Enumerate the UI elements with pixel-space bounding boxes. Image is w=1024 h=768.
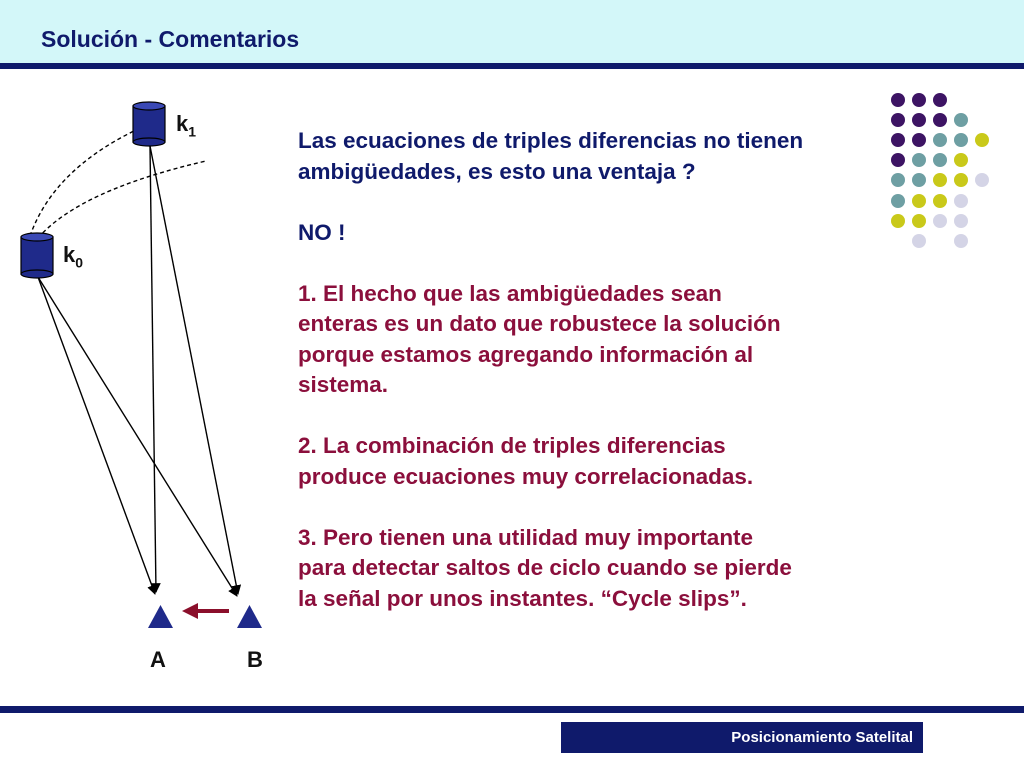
- arrow-left-icon: [182, 603, 229, 619]
- decor-dot: [954, 153, 968, 167]
- decorative-dot-grid: [891, 93, 989, 248]
- decor-dot: [912, 133, 926, 147]
- decor-dot: [933, 153, 947, 167]
- question-line-1: Las ecuaciones de triples diferencias no tienen: [298, 128, 804, 153]
- decor-dot: [912, 234, 926, 248]
- point2-line-2: produce ecuaciones muy correlacionadas.: [298, 463, 754, 489]
- point2-line-1: 2. La combinación de triples diferencias: [298, 433, 726, 458]
- decor-dot: [954, 194, 968, 208]
- decor-dot: [933, 133, 947, 147]
- decor-dot: [933, 173, 947, 187]
- decor-dot: [891, 93, 905, 107]
- decor-dot: [891, 173, 905, 187]
- decor-dot: [912, 153, 926, 167]
- decor-dot: [912, 214, 926, 228]
- point1-line-1: 1. El hecho que las ambigüedades sean: [298, 280, 722, 306]
- answer-line: NO !: [298, 219, 346, 245]
- decor-dot: [933, 194, 947, 208]
- decor-dot: [975, 133, 989, 147]
- decor-dot: [891, 153, 905, 167]
- decor-dot: [975, 173, 989, 187]
- decor-dot: [954, 113, 968, 127]
- question-line-2: ambigüedades, es esto una ventaja ?: [298, 158, 696, 184]
- slide-title: Solución - Comentarios: [41, 26, 300, 52]
- point1-line-3: porque estamos agregando información al: [298, 341, 754, 367]
- decor-dot: [954, 214, 968, 228]
- label-k0: $k_0$: [63, 242, 84, 271]
- point3-line-3: la señal por unos instantes. “Cycle slips”.: [298, 585, 747, 611]
- label-receiver-b: B: [247, 647, 263, 672]
- decor-dot: [954, 234, 968, 248]
- point1-line-2: enteras es un dato que robustece la solución: [298, 311, 781, 336]
- decor-dot: [891, 113, 905, 127]
- decor-dot: [912, 173, 926, 187]
- decor-dot: [912, 194, 926, 208]
- orbit-arc-k1: [38, 161, 206, 238]
- footer-divider: [0, 706, 1024, 713]
- orbit-arc-k0: [30, 124, 149, 236]
- decor-dot: [912, 113, 926, 127]
- satellite-k0-icon: [21, 233, 53, 278]
- point3-line-2: para detectar saltos de ciclo cuando se pierde: [298, 555, 792, 580]
- decor-dot: [912, 93, 926, 107]
- decor-dot: [933, 113, 947, 127]
- label-receiver-a: A: [150, 647, 166, 672]
- receiver-a-icon: [148, 605, 173, 628]
- footer-course-label: Posicionamiento Satelital: [561, 722, 923, 753]
- label-k1: $k_1$: [176, 111, 197, 140]
- satellite-k1-icon: [133, 102, 165, 146]
- decor-dot: [891, 194, 905, 208]
- decor-dot: [933, 93, 947, 107]
- decor-dot: [891, 133, 905, 147]
- receiver-b-icon: [237, 605, 262, 628]
- decor-dot: [954, 133, 968, 147]
- point1-line-4: sistema.: [298, 372, 389, 397]
- point3-line-1: 3. Pero tienen una utilidad muy importante: [298, 524, 754, 550]
- decor-dot: [954, 173, 968, 187]
- signal-k1-a: [150, 146, 156, 592]
- decor-dot: [933, 214, 947, 228]
- slide-body: [298, 126, 883, 614]
- decor-dot: [891, 214, 905, 228]
